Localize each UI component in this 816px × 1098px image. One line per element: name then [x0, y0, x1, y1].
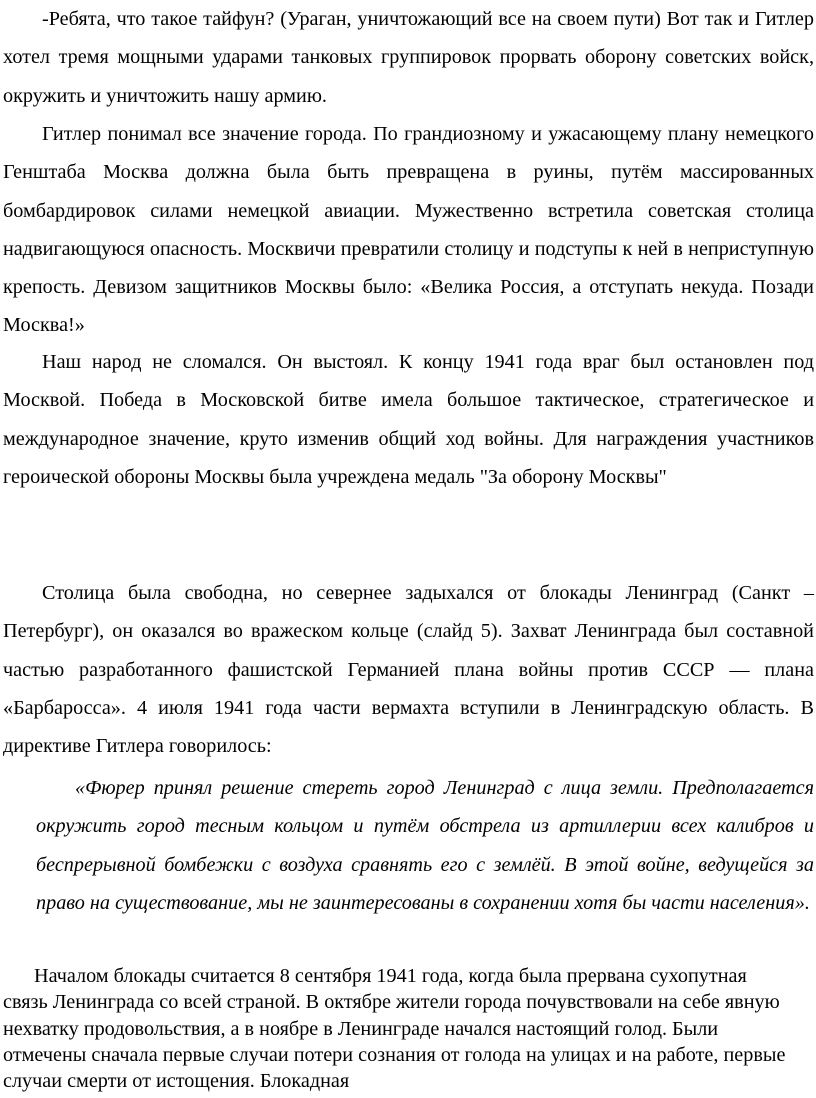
- paragraph-leningrad-blockade: Столица была свободна, но севернее задыхался от блокады Ленинград (Санкт – Петербург), он оказался во вражеском кольце (слайд 5). Захват Ленинграда был составной частью разработанного фашистской Германией плана войны против СССР — плана «Барбаросса». 4 июля 1941 года части вермахта вступили в Ленинградскую область. В директиве Гитлера говорилось:: [3, 582, 814, 758]
- hitler-directive-quote: «Фюрер принял решение стереть город Ленинград с лица земли. Предполагается окружить город тесным кольцом и путём обстрела из артиллерии всех калибров и беспрерывной бомбежки с воздуха сравнять его с землёй. В этой войне, ведущейся за право на существование, мы не заинтересованы в сохранении хотя бы части населения».: [36, 777, 814, 914]
- paragraph-victory-moscow: Наш народ не сломался. Он выстоял. К концу 1941 года враг был остановлен под Москвой. Победа в Московской битве имела большое тактическое, стратегическое и международное значение, круто изменив общий ход войны. Для награждения участников героической обороны Москвы была учреждена медаль "За оборону Москвы": [3, 351, 814, 488]
- paragraph-typhoon: -Ребята, что такое тайфун? (Ураган, уничтожающий все на своем пути) Вот так и Гитлер хотел тремя мощными ударами танковых группировок прорвать оборону советских войск, окружить и уничтожить нашу армию.: [3, 8, 814, 107]
- paragraph-hitler-plan: Гитлер понимал все значение города. По грандиозному и ужасающему плану немецкого Генштаба Москва должна была быть превращена в руины, путём массированных бомбардировок силами немецкой авиации. Мужественно встретила советская столица надвигающуюся опасность. Москвичи превратили столицу и подступы к ней в неприступную крепость. Девизом защитников Москвы было: «Велика Россия, а отступать некуда. Позади Москва!»: [3, 123, 814, 337]
- paragraph-blockade-start: Началом блокады считается 8 сентября 1941 года, когда была прервана сухопутная связь Ленинграда со всей страной. В октябре жители города почувствовали на себе явную нехватку продовольствия, а в ноябре в Ленинграде начался настоящий голод. Были отмечены сначала первые случаи потери сознания от голода на улицах и на работе, первые случаи смерти от истощения. Блокадная: [3, 965, 786, 1093]
